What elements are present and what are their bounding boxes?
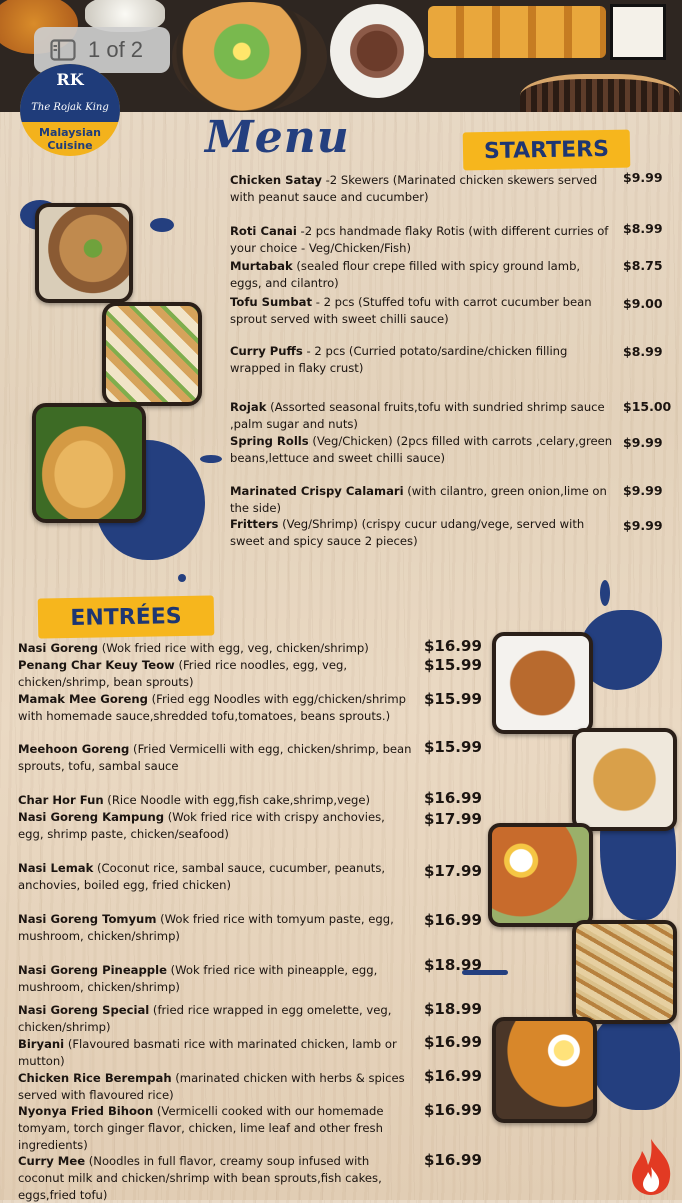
entree-item	[18, 741, 413, 775]
item-price: $9.99	[623, 435, 663, 450]
item-description: -2 Skewers (Marinated chicken skewers served with peanut sauce and cucumber)	[230, 173, 598, 204]
item-description: (Wok fried rice with pineapple, egg, mushroom, chicken/shrimp)	[18, 963, 378, 994]
item-description: (marinated chicken with herbs & spices served with flavoured rice)	[18, 1071, 405, 1102]
entrees-heading: ENTRÉES	[38, 595, 215, 638]
paint-drop	[600, 580, 610, 606]
curry-puffs-photo	[428, 6, 606, 58]
paint-drop	[178, 574, 186, 582]
item-description: (Fried Vermicelli with egg, chicken/shrimp, bean sprouts, tofu, sambal sauce	[18, 742, 412, 773]
item-name: Murtabak	[230, 259, 293, 273]
starter-item	[230, 343, 615, 377]
dessert-plate-photo	[330, 4, 424, 98]
item-price: $8.99	[623, 221, 663, 236]
entree-item	[18, 691, 413, 725]
item-name: Chicken Satay	[230, 173, 322, 187]
entree-item	[18, 1153, 413, 1203]
paint-drop	[200, 455, 222, 463]
gallery-icon	[50, 39, 76, 61]
item-name: Spring Rolls	[230, 434, 309, 448]
item-description: (Wok fried rice with crispy anchovies, egg, shrimp paste, chicken/seafood)	[18, 810, 385, 841]
starter-item	[230, 399, 615, 433]
starter-item	[230, 483, 615, 517]
item-name: Chicken Rice Berempah	[18, 1071, 172, 1085]
item-name: Roti Canai	[230, 224, 297, 238]
entree-item	[18, 962, 413, 996]
entree-item	[18, 860, 413, 894]
item-price: $9.00	[623, 296, 663, 311]
item-name: Nasi Goreng Special	[18, 1003, 150, 1017]
entree-item	[18, 792, 413, 809]
item-price: $16.99	[424, 1151, 482, 1169]
flame-icon	[628, 1137, 674, 1197]
item-price: $17.99	[424, 862, 482, 880]
item-price: $15.99	[424, 656, 482, 674]
item-name: Nasi Goreng	[18, 641, 99, 655]
item-price: $9.99	[623, 518, 663, 533]
starter-item	[230, 172, 615, 206]
laksa-bowl-photo	[172, 2, 327, 112]
kuih-tray-photo	[520, 74, 680, 112]
item-description: -2 pcs handmade flaky Rotis (with different curries of your choice - Veg/Chicken/Fish)	[230, 224, 609, 255]
item-description: (Noodles in full flavor, creamy soup infused with coconut milk and chicken/shrimp with bean sprouts,fish cakes, eggs,fried tofu)	[18, 1154, 382, 1202]
item-description: (Coconut rice, sambal sauce, cucumber, peanuts, anchovies, boiled egg, fried chicken)	[18, 861, 386, 892]
item-price: $15.99	[424, 690, 482, 708]
starter-item	[230, 223, 615, 257]
item-name: Penang Char Keuy Teow	[18, 658, 175, 672]
menu-title: Menu	[205, 112, 350, 163]
restaurant-logo	[20, 64, 120, 156]
item-name: Biryani	[18, 1037, 65, 1051]
item-price: $18.99	[424, 956, 482, 974]
logo-subtitle-line1: Malaysian	[39, 126, 101, 139]
item-name: Curry Puffs	[230, 344, 303, 358]
item-price: $17.99	[424, 810, 482, 828]
item-name: Meehoon Goreng	[18, 742, 130, 756]
logo-subtitle	[20, 126, 120, 152]
item-name: Curry Mee	[18, 1154, 86, 1168]
item-description: (Fried egg Noodles with egg/chicken/shrimp with homemade sauce,shredded tofu,tomatoes, beans sprouts.)	[18, 692, 407, 723]
item-name: Mamak Mee Goreng	[18, 692, 148, 706]
logo-name: The Rojak King	[31, 102, 109, 113]
logo-monogram: RK	[56, 70, 84, 89]
item-description: (Veg/Shrimp) (crispy cucur udang/vege, served with sweet and spicy sauce 2 pieces)	[230, 517, 585, 548]
item-price: $15.00	[623, 399, 672, 414]
curry-mee-photo	[492, 1017, 597, 1123]
item-description: - 2 pcs (Stuffed tofu with carrot cucumber bean sprout served with sweet chilli sauce)	[230, 295, 592, 326]
starter-item	[230, 433, 615, 467]
item-name: Nasi Goreng Pineapple	[18, 963, 167, 977]
entree-item	[18, 640, 413, 657]
item-price: $9.99	[623, 170, 663, 185]
starter-item	[230, 258, 615, 292]
item-description: (Vermicelli cooked with our homemade tomyam, torch ginger flavor, chicken, lime leaf and other fresh ingredients)	[18, 1104, 384, 1152]
pager-count: 1 of 2	[88, 37, 144, 62]
item-description: (Fried rice noodles, egg, veg, chicken/shrimp, bean sprouts)	[18, 658, 348, 689]
entree-item	[18, 1070, 413, 1104]
item-price: $16.99	[424, 1101, 482, 1119]
paint-splash	[590, 1010, 680, 1110]
paint-splash	[150, 218, 174, 232]
item-description: (Assorted seasonal fruits,tofu with sundried shrimp sauce ,palm sugar and nuts)	[230, 400, 605, 431]
mee-goreng-photo	[572, 728, 677, 831]
item-description: (Veg/Chicken) (2pcs filled with carrots ,celary,green beans,lettuce and sweet chilli sauce)	[230, 434, 613, 465]
item-price: $16.99	[424, 1033, 482, 1051]
item-price: $16.99	[424, 1067, 482, 1085]
entree-item	[18, 1002, 413, 1036]
item-description: - 2 pcs (Curried potato/sardine/chicken filling wrapped in flaky crust)	[230, 344, 568, 375]
nasi-lemak-photo	[488, 823, 593, 927]
item-name: Nyonya Fried Bihoon	[18, 1104, 154, 1118]
entree-item	[18, 809, 413, 843]
item-price: $15.99	[424, 738, 482, 756]
item-price: $8.99	[623, 344, 663, 359]
item-price: $16.99	[424, 911, 482, 929]
spring-rolls-photo	[102, 302, 202, 406]
starters-heading: STARTERS	[463, 130, 631, 171]
logo-subtitle-line2: Cuisine	[47, 139, 93, 152]
item-price: $16.99	[424, 789, 482, 807]
starter-item	[230, 516, 615, 550]
item-description: (sealed flour crepe filled with spicy ground lamb, eggs, and cilantro)	[230, 259, 581, 290]
item-name: Rojak	[230, 400, 267, 414]
item-price: $9.99	[623, 483, 663, 498]
item-name: Nasi Lemak	[18, 861, 94, 875]
entree-item	[18, 911, 413, 945]
item-description: (Rice Noodle with egg,fish cake,shrimp,vege)	[103, 793, 371, 807]
starter-item	[230, 294, 615, 328]
item-price: $18.99	[424, 1000, 482, 1018]
nasi-goreng-photo	[492, 632, 593, 734]
item-name: Tofu Sumbat	[230, 295, 313, 309]
item-name: Marinated Crispy Calamari	[230, 484, 404, 498]
item-price: $16.99	[424, 637, 482, 655]
item-price: $8.75	[623, 258, 663, 273]
item-description: (fried rice wrapped in egg omelette, veg, chicken/shrimp)	[18, 1003, 392, 1034]
item-description: (Flavoured basmati rice with marinated chicken, lamb or mutton)	[18, 1037, 397, 1068]
item-name: Nasi Goreng Kampung	[18, 810, 165, 824]
char-hor-fun-photo	[572, 920, 677, 1024]
item-description: (Wok fried rice with egg, veg, chicken/shrimp)	[98, 641, 369, 655]
entree-item	[18, 1036, 413, 1070]
item-description: (Wok fried rice with tomyum paste, egg, mushroom, chicken/shrimp)	[18, 912, 394, 943]
item-name: Char Hor Fun	[18, 793, 104, 807]
sauce-dish-photo	[610, 4, 666, 60]
item-name: Fritters	[230, 517, 279, 531]
entree-item	[18, 1103, 413, 1153]
entree-item	[18, 657, 413, 691]
murtabak-photo	[35, 203, 133, 303]
item-name: Nasi Goreng Tomyum	[18, 912, 157, 926]
item-description: (with cilantro, green onion,lime on the side)	[230, 484, 607, 515]
roti-canai-photo	[32, 403, 146, 523]
